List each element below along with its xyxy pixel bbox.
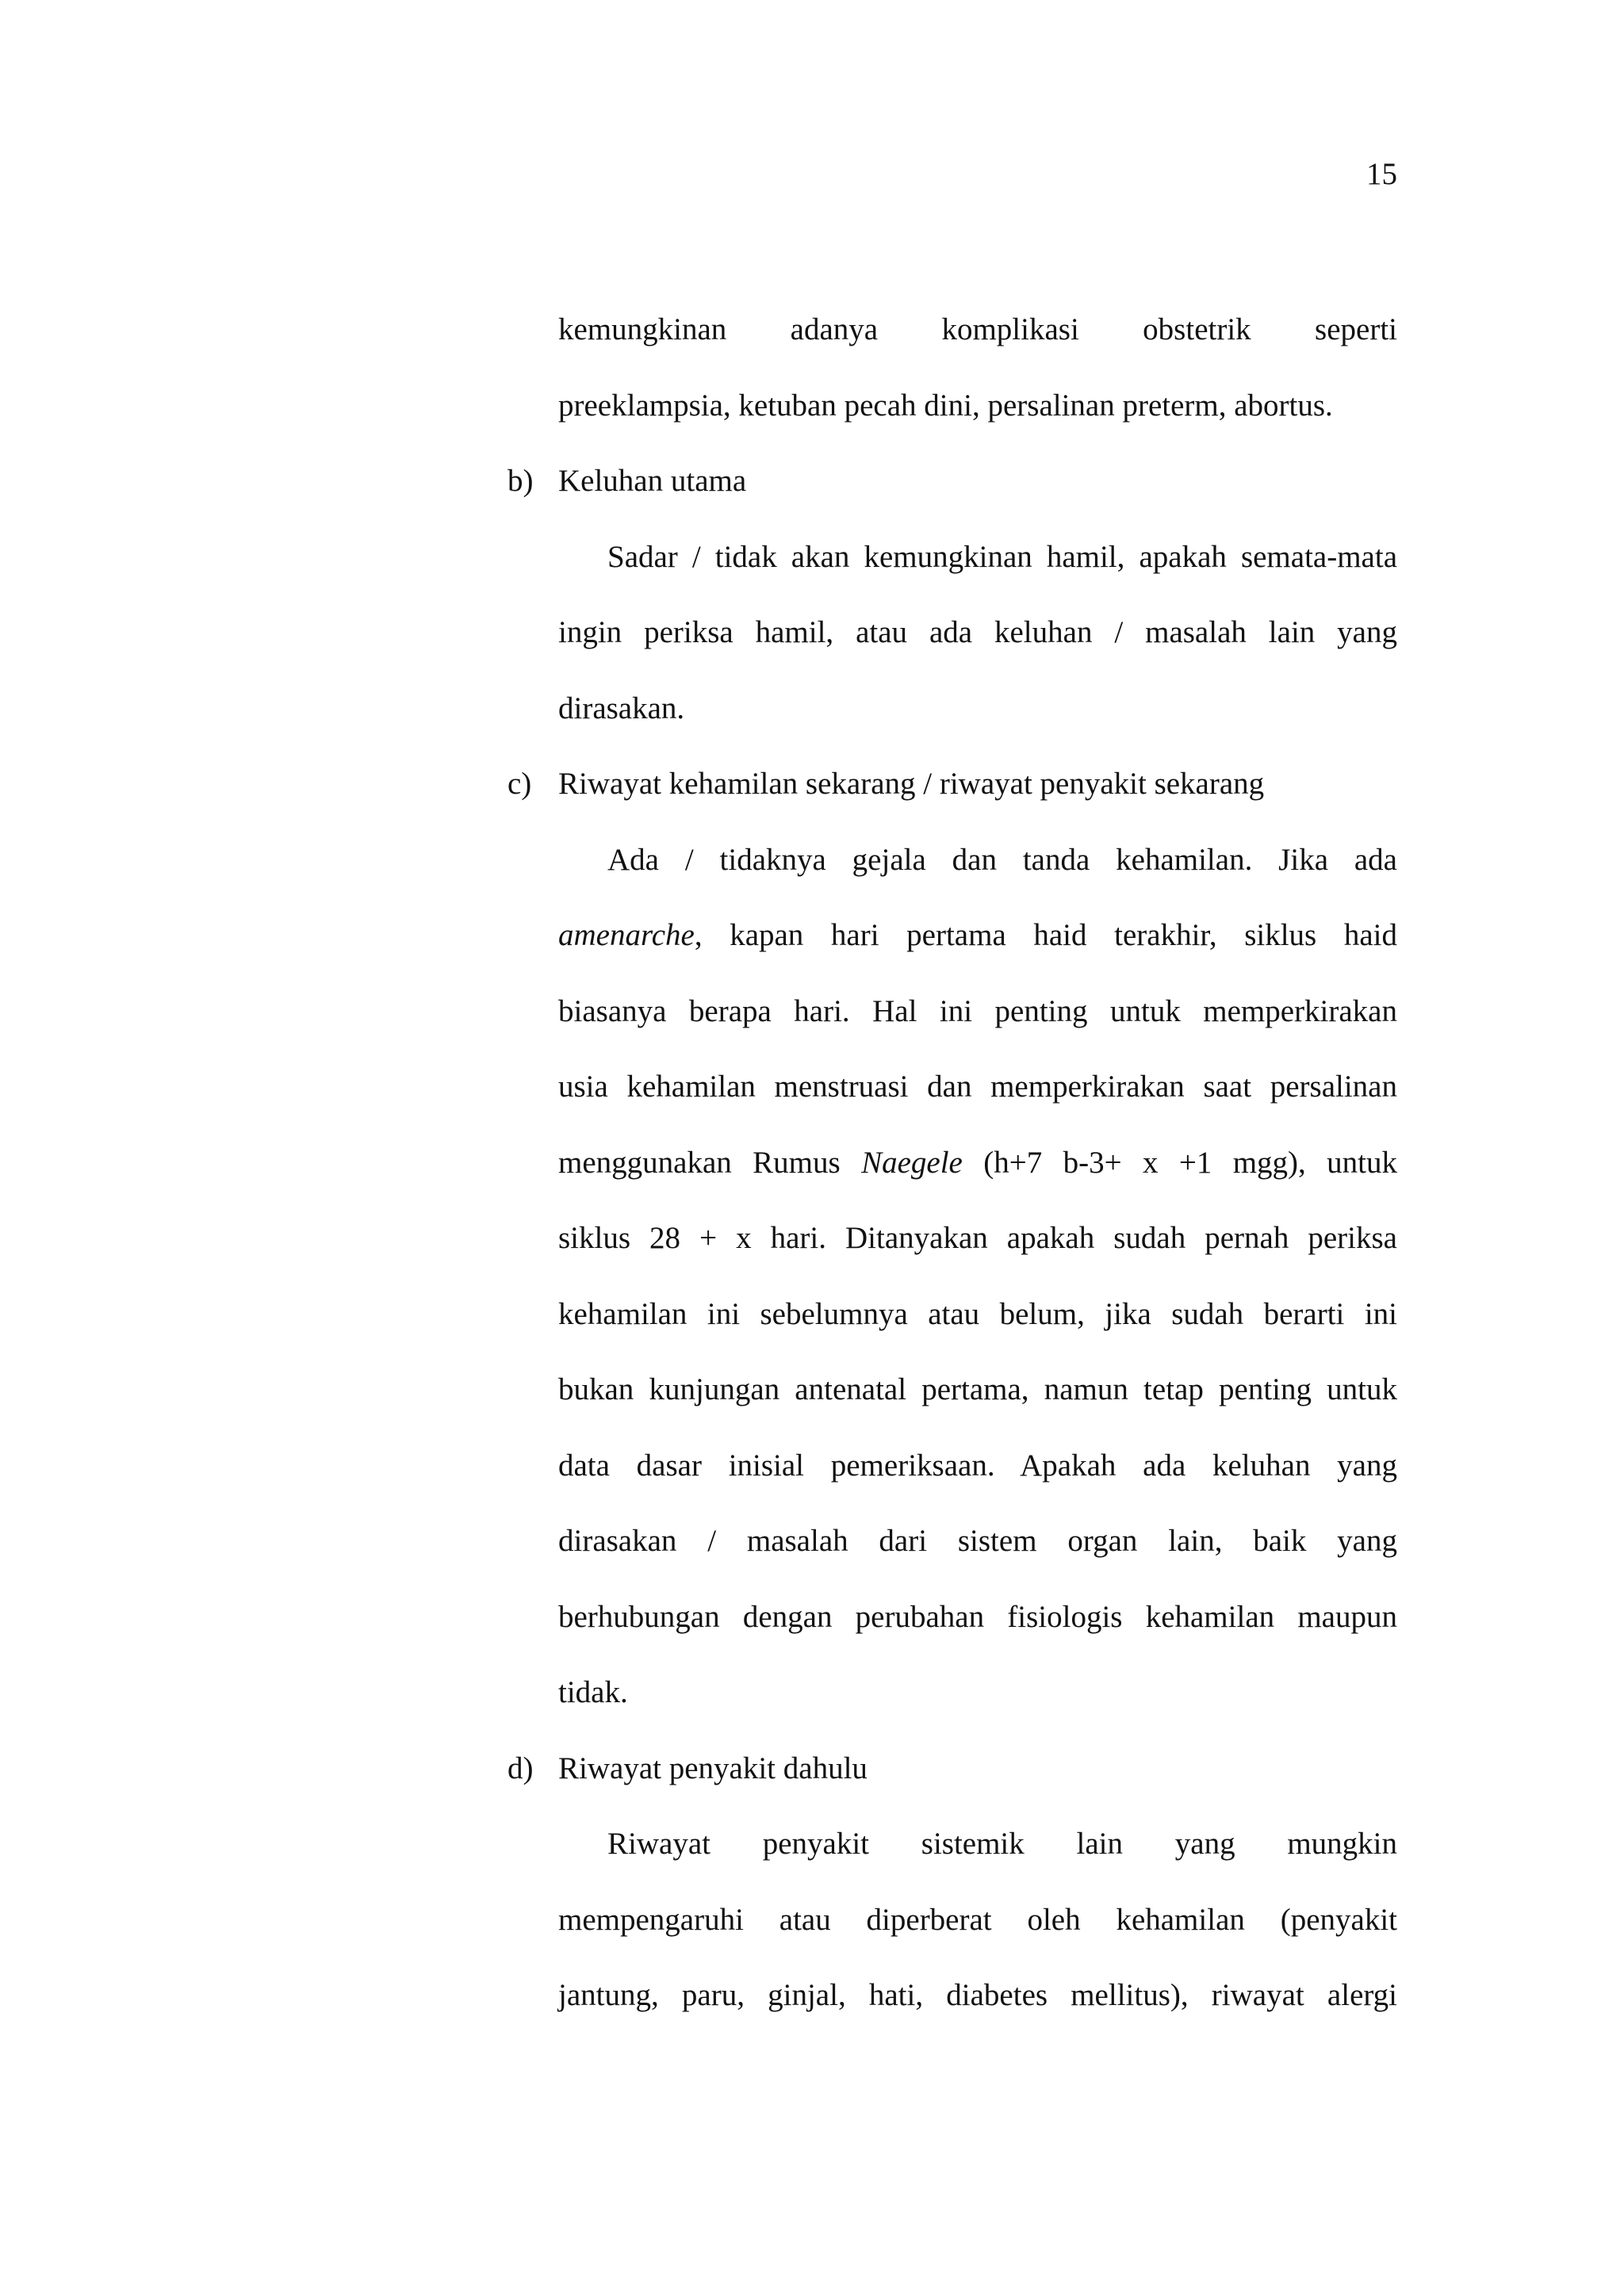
text-line: kemungkinan adanya komplikasi obstetrik seperti [558,312,1397,346]
text-line: preeklampsia, ketuban pecah dini, persalinan preterm, abortus. [558,388,1333,423]
text-fragment: (h+7 b-3+ x +1 mgg), untuk [962,1145,1397,1180]
text-line: usia kehamilan menstruasi dan memperkirakan saat persalinan [558,1070,1397,1104]
text-line: mempengaruhi atau diperberat oleh kehamilan (penyakit [558,1902,1397,1937]
text-line: biasanya berapa hari. Hal ini penting untuk memperkirakan [558,993,1397,1028]
text-line: ingin periksa hamil, atau ada keluhan / masalah lain yang [558,615,1397,649]
list-item-c [492,746,1397,822]
document-body [492,292,1397,2034]
list-item-d [492,1731,1397,1807]
list-label: b) [508,464,534,498]
section-heading: Riwayat kehamilan sekarang / riwayat penyakit sekarang [558,767,1265,801]
text-line [492,897,1397,974]
text-line: Sadar / tidak akan kemungkinan hamil, apakah semata-mata [607,539,1397,574]
text-fragment: menggunakan Rumus [558,1145,862,1180]
text-line: bukan kunjungan antenatal pertama, namun tetap penting untuk [558,1372,1397,1406]
text-line: dirasakan / masalah dari sistem organ lain, baik yang [558,1524,1397,1558]
text-line: jantung, paru, ginjal, hati, diabetes mellitus), riwayat alergi [558,1978,1397,2012]
text-line [492,1125,1397,1201]
page-number: 15 [1366,157,1397,191]
list-item-b [492,443,1397,519]
text-line: Ada / tidaknya gejala dan tanda kehamilan. Jika ada [607,842,1397,877]
text-line: berhubungan dengan perubahan fisiologis kehamilan maupun [558,1599,1397,1634]
text-line: data dasar inisial pemeriksaan. Apakah ada keluhan yang [558,1448,1397,1483]
text-fragment: , kapan hari pertama haid terakhir, siklus haid [694,918,1397,952]
italic-term: amenarche [558,918,695,952]
list-label: c) [508,767,532,801]
text-line: dirasakan. [558,691,685,725]
text-line: Riwayat penyakit sistemik lain yang mungkin [607,1827,1397,1861]
text-line: tidak. [558,1675,628,1709]
section-heading: Keluhan utama [558,464,747,498]
text-line: siklus 28 + x hari. Ditanyakan apakah sudah pernah periksa [558,1221,1397,1255]
italic-term: Naegele [861,1145,963,1180]
list-label: d) [508,1751,534,1785]
text-line: kehamilan ini sebelumnya atau belum, jika sudah berarti ini [558,1296,1397,1331]
section-heading: Riwayat penyakit dahulu [558,1751,868,1785]
